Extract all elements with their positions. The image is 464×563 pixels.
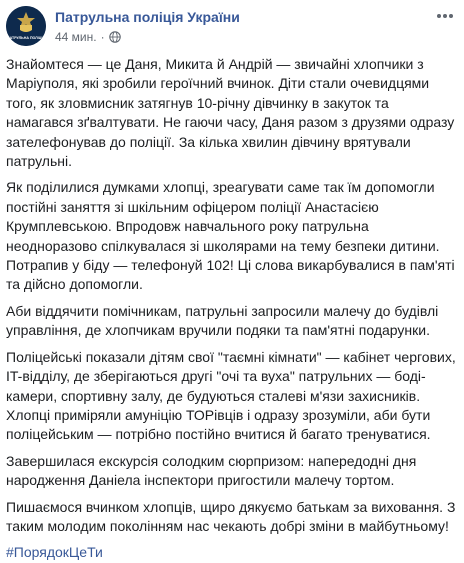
post-body [6, 55, 458, 563]
globe-icon[interactable] [109, 31, 121, 43]
avatar-label: ПАТРУЛЬНА ПОЛІЦІЯ [7, 36, 45, 40]
hashtag-link[interactable]: #ПорядокЦеТи [6, 544, 103, 561]
post-paragraph: Поліцейські показали дітям свої "таємні кімнати" — кабінет чергових, IT-відділу, де зберігаються другі "очі та вуха" патрульних — боді- камери, спортивну залу, де будуються сталеві м'язи захисників. Хлопці приміряли амуніцію ТОРівців і одразу зрозуміли, аби бути поліцейським — потрібно постійно вчитися й багато тренуватися. [6, 348, 456, 443]
post-paragraph: Як поділилися думками хлопці, зреагувати саме так їм допомогли постійні заняття зі шкільним офіцером поліції Анастасією Крумплевською. Впродовж навчального року патрульна неодноразово спілкувалася зі школярами на тему безпеки дитини. Потрапив у біду — телефонуй 102! Ці слова викарбувалися в пам'яті та дійсно допомогли. [6, 179, 455, 293]
post-timestamp[interactable]: 44 мин. [55, 30, 97, 44]
post-paragraph: Пишаємося вчинком хлопців, щиро дякуємо батькам за виховання. З таким молодим поколінням нас чекають добрі зміни в майбутньому! [6, 498, 456, 534]
page-avatar[interactable] [6, 6, 46, 46]
post-paragraph: Завершилася екскурсія солодким сюрпризом: напередодні дня народження Даніела інспектори пригостили малечу тортом. [6, 452, 417, 489]
post-paragraph: Знайомтеся — це Даня, Микита й Андрій — звичайні хлопчики з Маріуполя, які зробили героїчний вчинок. Діти стали очевидцями того, як зловмисник затягнув 10-річну дівчинку в закуток та намагався зґвалтувати. Не гаючи часу, Даня разом з друзями одразу зателефонував до поліції. За кілька хвилин дівчину врятували патрульні. [6, 56, 455, 170]
post-meta [55, 30, 121, 44]
post-header [6, 6, 458, 46]
page-name-link[interactable]: Патрульна поліція України [55, 9, 240, 25]
police-badge-icon [6, 6, 46, 46]
meta-separator: · [100, 30, 105, 44]
more-options-icon[interactable] [434, 8, 456, 24]
post-paragraph: Аби віддячити помічникам, патрульні запросили малечу до будівлі управління, де хлопчикам вручили подяки та пам'ятні подарунки. [6, 302, 439, 339]
